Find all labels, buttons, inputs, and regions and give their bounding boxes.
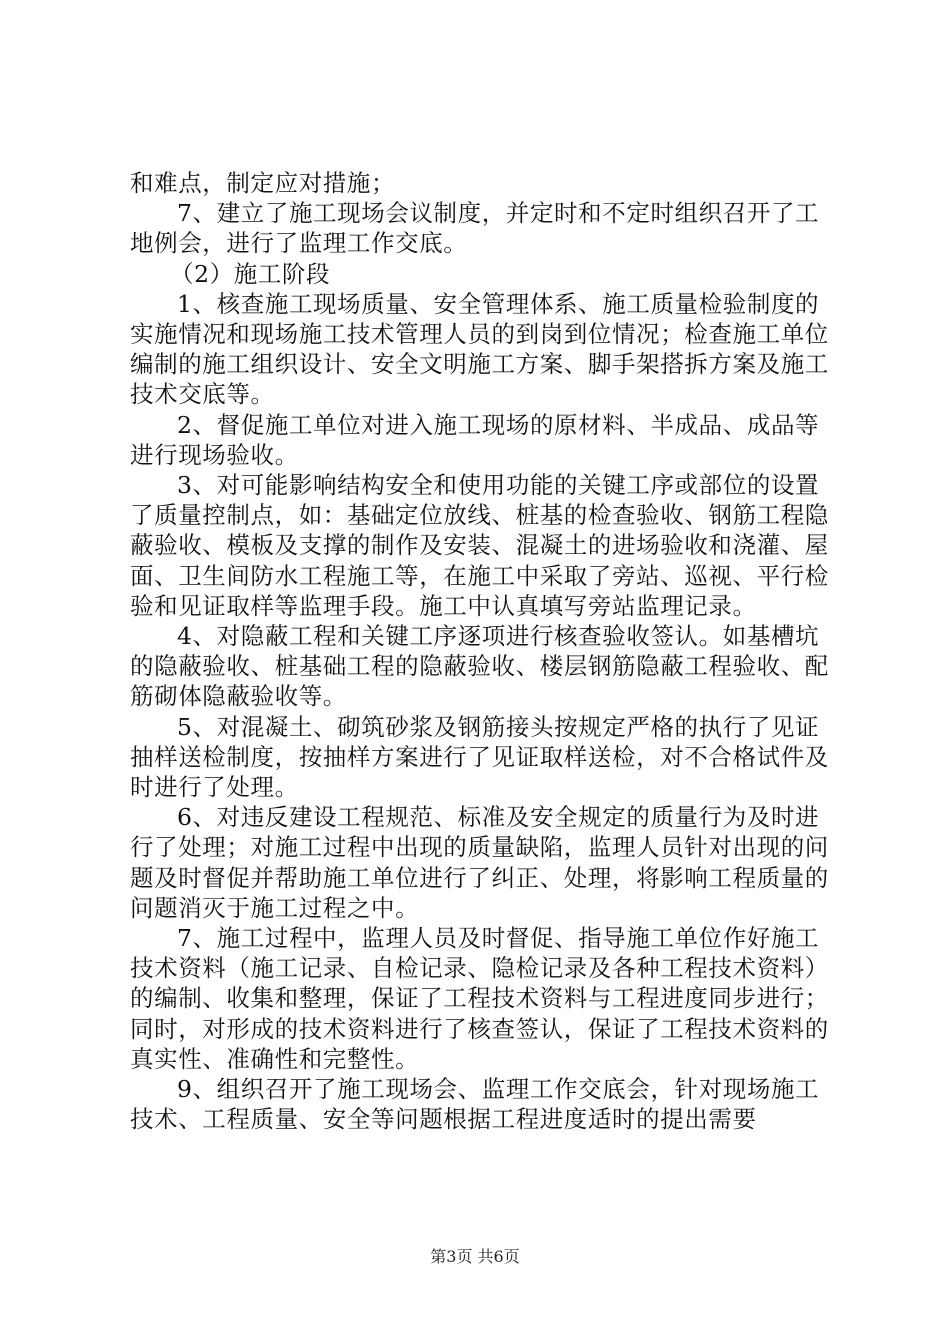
- page-footer: 第3页 共6页: [430, 1247, 520, 1266]
- paragraph-10: 9、组织召开了施工现场会、监理工作交底会，针对现场施工技术、工程质量、安全等问题根据工程进度适时的提出需要: [130, 1075, 820, 1134]
- paragraph-1: 7、建立了施工现场会议制度，并定时和不定时组织召开了工地例会，进行了监理工作交底。: [130, 199, 820, 258]
- paragraph-0: 和难点，制定应对措施；: [130, 169, 396, 197]
- paragraph-7: 5、对混凝土、砌筑砂浆及钢筋接头按规定严格的执行了见证抽样送检制度，按抽样方案进行了见证取样送检，对不合格试件及时进行了处理。: [130, 712, 829, 802]
- document-body: [130, 168, 830, 1135]
- paragraph-9: 7、施工过程中，监理人员及时督促、指导施工单位作好施工技术资料（施工记录、自检记录、隐检记录及各种工程技术资料）的编制、收集和整理，保证了工程技术资料与工程进度同步进行；同时，对形成的技术资料进行了核查签认，保证了工程技术资料的真实性、准确性和完整性。: [130, 924, 829, 1073]
- paragraph-3: 1、核查施工现场质量、安全管理体系、施工质量检验制度的实施情况和现场施工技术管理人员的到岗到位情况；检查施工单位编制的施工组织设计、安全文明施工方案、脚手架搭拆方案及施工技术交底等。: [130, 289, 829, 409]
- paragraph-8: 6、对违反建设工程规范、标准及安全规定的质量行为及时进行了处理；对施工过程中出现的质量缺陷，监理人员针对出现的问题及时督促并帮助施工单位进行了纠正、处理，将影响工程质量的问题消灭于施工过程之中。: [130, 803, 829, 922]
- section-heading: （2）施工阶段: [170, 259, 331, 288]
- paragraph-4: 2、督促施工单位对进入施工现场的原材料、半成品、成品等进行现场验收。: [130, 410, 820, 469]
- paragraph-5: 3、对可能影响结构安全和使用功能的关键工序或部位的设置了质量控制点，如：基础定位放线、桩基的检查验收、钢筋工程隐蔽验收、模板及支撑的制作及安装、混凝土的进场验收和浇灌、屋面、卫生间防水工程施工等，在施工中采取了旁站、巡视、平行检验和见证取样等监理手段。施工中认真填写旁站监理记录。: [130, 471, 829, 620]
- paragraph-6: 4、对隐蔽工程和关键工序逐项进行核查验收签认。如基槽坑的隐蔽验收、桩基础工程的隐蔽验收、楼层钢筋隐蔽工程验收、配筋砌体隐蔽验收等。: [130, 622, 829, 711]
